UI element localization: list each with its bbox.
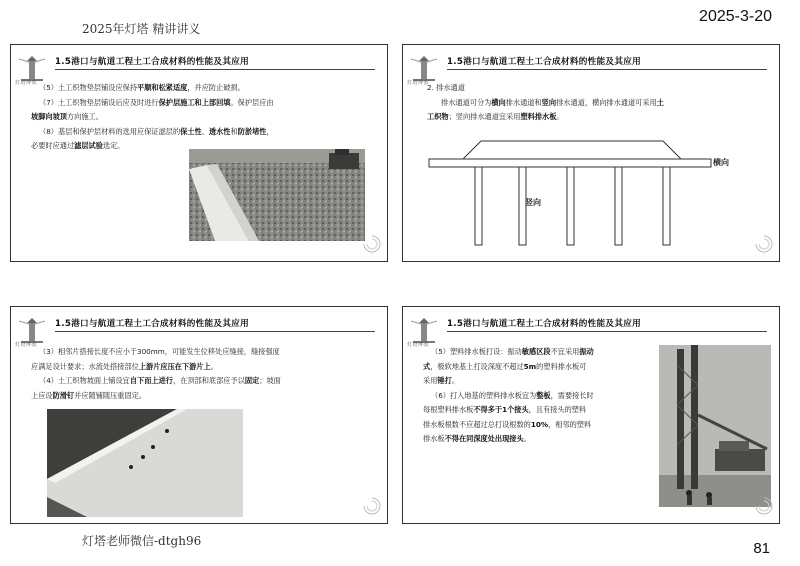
emphasis: 式 xyxy=(423,361,431,371)
text: （5）塑料排水板打设：振动 xyxy=(431,347,522,356)
emphasis: 不得在同深度处出现接头 xyxy=(444,434,524,443)
text: 排水通道可分为 xyxy=(441,97,492,107)
page-header-date: 2025-3-20 xyxy=(699,8,772,25)
paragraph-4 xyxy=(39,374,384,389)
slide-title: 1.5港口与航道工程土工合成材料的性能及其应用 xyxy=(55,57,249,67)
logo-text: 灯塔博教 xyxy=(407,342,430,348)
page-header-title: 2025年灯塔 精讲讲义 xyxy=(82,22,201,36)
text: （3）相邻片搭接长度不应小于300mm，可能发生位移处应缝接，缝接强度 xyxy=(39,347,280,356)
emphasis: 10% xyxy=(530,419,549,429)
text: （4）土工织物坡面上铺设宜 xyxy=(39,376,130,385)
text: （7）土工织物垫层铺设后应及时进行 xyxy=(39,97,159,107)
title-underline xyxy=(55,331,375,332)
emphasis: 滤层试验 xyxy=(74,141,103,150)
paragraph-6-cont xyxy=(423,403,663,418)
emphasis: 土 xyxy=(656,97,664,107)
title-underline xyxy=(447,69,767,70)
paragraph-5-cont xyxy=(423,360,663,375)
slide-3 xyxy=(10,306,388,524)
text: ，且有接头的塑料 xyxy=(528,405,587,414)
text: （5）土工织物垫层铺设应保持 xyxy=(39,83,138,92)
slide-2 xyxy=(402,44,780,262)
paragraph-6 xyxy=(431,389,663,404)
decorative-swirl-icon xyxy=(361,495,383,517)
slide-body xyxy=(31,81,379,154)
embankment-shape xyxy=(463,141,681,159)
label-vertical: 竖向 xyxy=(525,198,541,207)
vertical-drain xyxy=(663,167,670,245)
emphasis: 整板 xyxy=(536,390,551,400)
text: 并应随铺随压重固定。 xyxy=(74,390,147,400)
emphasis: 防淤堵性 xyxy=(237,126,267,136)
drainage-channel-diagram xyxy=(427,137,747,247)
emphasis: 防滑钉 xyxy=(52,390,75,400)
title-underline xyxy=(55,69,375,70)
text: 应满足设计要求；水流处搭接部位 xyxy=(31,361,139,371)
text: ，极软地基上打设深度不超过 xyxy=(430,361,524,371)
paragraph-7-cont xyxy=(31,110,379,125)
text: （8）基层和保护层材料的选用应保证滤层的 xyxy=(39,126,181,136)
emphasis: 塑料排水板 xyxy=(520,112,557,121)
emphasis: 平顺和松紧适度 xyxy=(137,83,188,92)
slide-body xyxy=(423,345,663,447)
page-number: 81 xyxy=(753,540,770,557)
emphasis: 透水性 xyxy=(208,126,231,136)
slide-4 xyxy=(402,306,780,524)
vertical-drain xyxy=(475,167,482,245)
logo-text: 灯塔博教 xyxy=(407,80,430,86)
slope-geotextile-photo xyxy=(47,409,243,517)
paragraph-line-2 xyxy=(427,110,772,125)
emphasis: 振动 xyxy=(579,347,594,356)
slide-title: 1.5港口与航道工程土工合成材料的性能及其应用 xyxy=(447,57,641,67)
paragraph-3-cont xyxy=(31,360,384,375)
text: 必要时应通过 xyxy=(31,141,75,150)
vertical-drain xyxy=(615,167,622,245)
text: ， xyxy=(266,126,274,136)
text: ，需要接长时 xyxy=(550,390,594,400)
text: 。保护层应由 xyxy=(230,97,274,107)
paragraph-8 xyxy=(39,125,379,140)
title-underline xyxy=(447,331,767,332)
slide-title: 1.5港口与航道工程土工合成材料的性能及其应用 xyxy=(55,319,249,329)
decorative-swirl-icon xyxy=(361,233,383,255)
text: 每根塑料排水板 xyxy=(423,405,474,414)
slide-title: 1.5港口与航道工程土工合成材料的性能及其应用 xyxy=(447,319,641,329)
paragraph-7 xyxy=(39,96,379,111)
decorative-swirl-icon xyxy=(753,233,775,255)
emphasis: 自下而上进行 xyxy=(129,376,173,385)
text: 排水通道，横向排水通道可采用 xyxy=(556,97,657,107)
text: （6）打入地基的塑料排水板宜为 xyxy=(431,390,537,400)
text: 上应设 xyxy=(31,390,53,400)
text: 选定。 xyxy=(102,141,125,150)
text: ，相邻的塑料 xyxy=(548,419,592,429)
emphasis: 横向 xyxy=(491,97,506,107)
text: 排水通道和 xyxy=(505,97,542,107)
text: ；竖向排水通道宜采用 xyxy=(448,112,521,121)
paragraph-5 xyxy=(431,345,663,360)
slide-body xyxy=(427,81,772,125)
text: 排水板根数不应超过总打设根数的 xyxy=(423,419,531,429)
text: 的塑料排水板可 xyxy=(536,361,587,371)
emphasis: 保护层施工和上部回填 xyxy=(158,97,231,107)
emphasis: 敏感区段 xyxy=(521,347,551,356)
vertical-drain xyxy=(567,167,574,245)
text: ，并应防止破损。 xyxy=(187,83,245,92)
paragraph-5-cont-2 xyxy=(423,374,663,389)
emphasis: 保土性 xyxy=(180,126,202,136)
slide-body xyxy=(31,345,384,403)
slide-1 xyxy=(10,44,388,262)
paragraph-6-cont-3 xyxy=(423,432,663,447)
text: 。 xyxy=(451,376,459,385)
geotextile-gravel-photo xyxy=(189,149,365,241)
horizontal-drainage-layer xyxy=(429,159,711,167)
drainage-board-rig-photo xyxy=(659,345,771,507)
emphasis: 锤打 xyxy=(437,376,452,385)
text: 。 xyxy=(556,112,564,121)
emphasis: 不得多于1个接头 xyxy=(473,405,529,414)
text: 。 xyxy=(523,434,531,443)
paragraph-3 xyxy=(39,345,384,360)
emphasis: 工织物 xyxy=(427,112,449,121)
label-horizontal: 横向 xyxy=(713,158,729,167)
emphasis: 5m xyxy=(523,361,537,371)
text: ；坡面 xyxy=(259,376,281,385)
paragraph-4-cont xyxy=(31,389,384,404)
logo-text: 灯塔博教 xyxy=(15,342,38,348)
paragraph-6-cont-2 xyxy=(423,418,663,433)
text: 排水板 xyxy=(423,434,445,443)
paragraph-line-1 xyxy=(427,96,772,111)
emphasis: 竖向 xyxy=(541,97,557,107)
emphasis: 固定 xyxy=(244,376,260,385)
logo-text: 灯塔博教 xyxy=(15,80,38,86)
text: ，在顶部和底部应予以 xyxy=(172,376,245,385)
decorative-swirl-icon xyxy=(753,495,775,517)
section-heading: 2. 排水通道 xyxy=(427,83,465,92)
text: 和 xyxy=(230,126,238,136)
emphasis: 上游片应压在下游片上 xyxy=(138,361,211,371)
paragraph-5 xyxy=(39,81,379,96)
text: 采用 xyxy=(423,376,438,385)
text: 不宜采用 xyxy=(550,347,580,356)
text: 。 xyxy=(210,361,218,371)
text: 、 xyxy=(201,126,209,136)
text: 方向施工。 xyxy=(66,112,103,121)
emphasis: 坡脚向坡顶 xyxy=(31,112,67,121)
page-footer-wechat: 灯塔老师微信-dtgh96 xyxy=(82,534,202,548)
